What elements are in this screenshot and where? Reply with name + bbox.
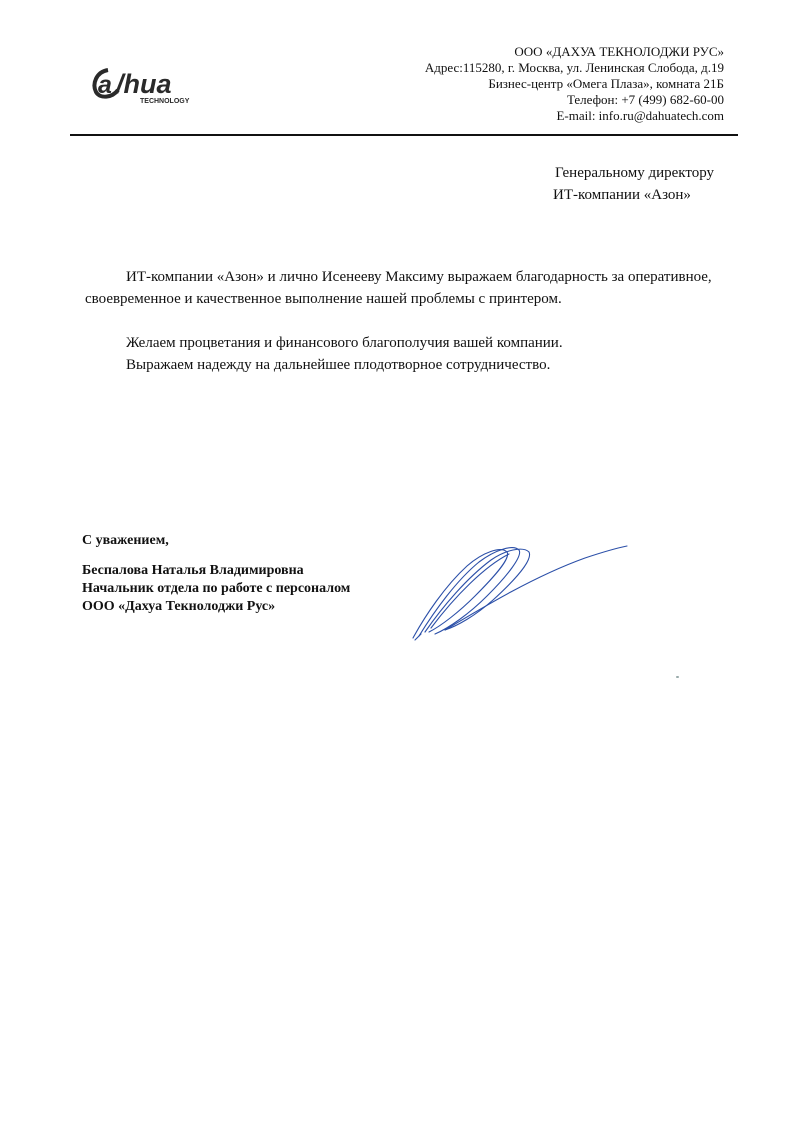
wishes-line-2: Выражаем надежду на дальнейшее плодотворное сотрудничество.: [126, 357, 551, 373]
closing-salutation: С уважением,: [82, 533, 169, 548]
company-phone: Телефон: +7 (499) 682-60-00: [566, 92, 724, 107]
company-details: [425, 44, 724, 124]
svg-text:TECHNOLOGY: TECHNOLOGY: [140, 98, 190, 105]
scan-speck: [676, 676, 679, 678]
signer-name: Беспалова Наталья Владимировна: [82, 563, 304, 578]
signature-block: [82, 532, 350, 616]
company-address: Адрес:115280, г. Москва, ул. Ленинская Слобода, д.19: [424, 60, 724, 75]
svg-text:/hua: /hua: [116, 69, 172, 99]
company-email: E-mail: info.ru@dahuatech.com: [556, 108, 724, 123]
wishes-line-1: Желаем процветания и финансового благополучия вашей компании.: [126, 335, 563, 351]
company-name: ООО «ДАХУА ТЕКНОЛОДЖИ РУС»: [514, 44, 724, 59]
addressee-block: [555, 162, 714, 206]
company-business-center: Бизнес-центр «Омега Плаза», комната 21Б: [488, 76, 724, 91]
body-paragraph-wishes: [85, 332, 725, 376]
svg-text:a: a: [98, 71, 112, 99]
body-paragraph-gratitude: ИТ-компании «Азон» и лично Исенееву Максиму выражаем благодарность за оперативное, своевременное и качественное выполнение нашей проблемы с принтером.: [85, 269, 712, 307]
dahua-logo-icon: [90, 62, 230, 108]
letter-body: [85, 266, 725, 376]
signer-position: Начальник отдела по работе с персоналом: [82, 581, 351, 596]
header-divider: [70, 134, 738, 136]
addressee-company: ИТ-компании «Азон»: [553, 187, 691, 203]
signer-company: ООО «Дахуа Текнолоджи Рус»: [82, 599, 276, 614]
handwritten-signature-icon: [405, 536, 635, 646]
addressee-title: Генеральному директору: [555, 165, 715, 181]
